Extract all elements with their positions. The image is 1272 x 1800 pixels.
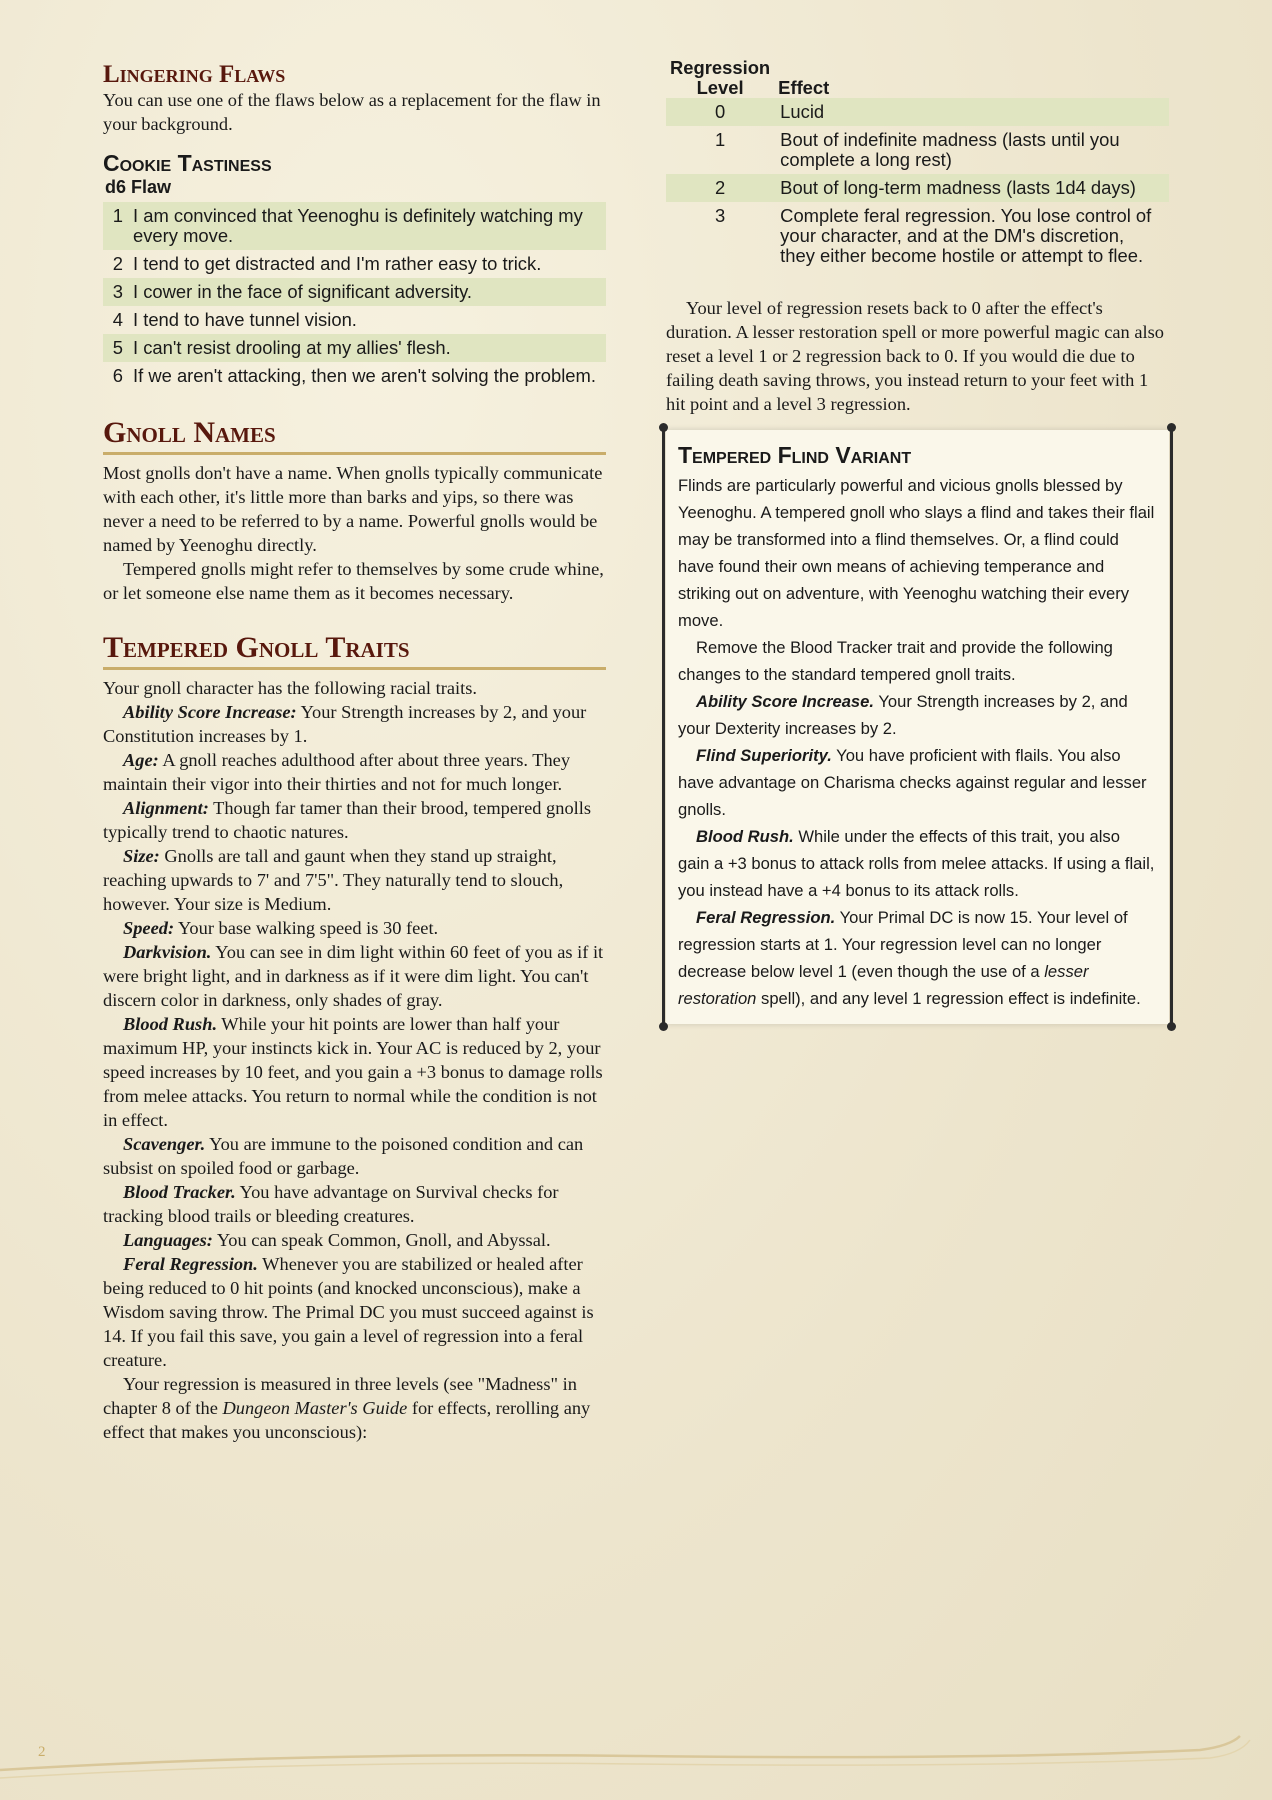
- note-trait-name: Ability Score Increase.: [696, 692, 875, 711]
- trait-ability-score: [103, 700, 606, 748]
- regression-effect: Complete feral regression. You lose control of your character, and at the DM's discretion, they either become hostile or attempt to flee.: [780, 205, 1152, 266]
- trait-name: Darkvision.: [123, 942, 212, 962]
- trait-name: Speed:: [123, 918, 175, 938]
- flaw-text: I tend to get distracted and I'm rather easy to trick.: [133, 253, 542, 274]
- trait-text: You are immune to the poisoned condition and can subsist on spoiled food or garbage.: [103, 1134, 584, 1178]
- note-p1: Flinds are particularly powerful and vicious gnolls blessed by Yeenoghu. A tempered gnoll who slays a flind and takes their flail may be transformed into a flind themselves. Or, a flind could have found their own means of achieving temperance and striking out on adventure, with Yeenoghu watching their every move.: [678, 476, 1155, 630]
- table-header-row: [666, 58, 1169, 98]
- table-row: [103, 202, 606, 250]
- note-trait-ability: [678, 688, 1155, 742]
- regression-table: [666, 58, 1169, 270]
- note-trait-feral-regression: [678, 904, 1155, 1012]
- trait-name: Size:: [123, 846, 160, 866]
- trait-name: Blood Tracker.: [123, 1182, 236, 1202]
- regression-intro: [103, 1372, 606, 1444]
- regression-effect: Bout of indefinite madness (lasts until you complete a long rest): [780, 129, 1120, 170]
- trait-blood-tracker: [103, 1180, 606, 1228]
- flaw-text: I cower in the face of significant adversity.: [127, 278, 606, 306]
- trait-text: You can see in dim light within 60 feet of you as if it were bright light, and in darkness as if it were dim light. You can't discern color in darkness, only shades of gray.: [103, 942, 604, 1010]
- trait-name: Feral Regression.: [123, 1254, 258, 1274]
- right-column: [666, 58, 1169, 1024]
- note-trait-text: Your Primal DC is now 15. Your level of regression starts at 1. Your regression level can no longer decrease below level 1 (even though the use of a: [678, 908, 1128, 981]
- trait-speed: [103, 916, 606, 940]
- trait-languages: [103, 1228, 606, 1252]
- table-row: [666, 126, 1169, 174]
- page-number: 2: [38, 1744, 46, 1760]
- note-trait-italic: lesser restoration: [678, 962, 1089, 1008]
- lingering-flaws-heading: Lingering Flaws: [103, 61, 286, 88]
- trait-text: Your base walking speed is 30 feet.: [174, 918, 439, 938]
- flaw-number: 3: [103, 278, 127, 306]
- trait-text: Your Strength increases by 2, and your Constitution increases by 1.: [103, 702, 587, 746]
- left-column: [103, 62, 606, 1444]
- trait-text: Whenever you are stabilized or healed after being reduced to 0 hit points (and knocked unconscious), make a Wisdom saving throw. The Primal DC you must succeed against is 14. If you fail this save, you gain a level of regression into a feral creature.: [103, 1254, 594, 1370]
- flaw-number: 4: [112, 309, 123, 330]
- table-row: [103, 334, 606, 362]
- regression-intro-book: Dungeon Master's Guide: [222, 1398, 408, 1418]
- trait-name: Blood Rush.: [123, 1014, 218, 1034]
- regression-effect: Bout of long-term madness (lasts 1d4 days): [774, 174, 1169, 202]
- traits-intro: Your gnoll character has the following racial traits.: [103, 678, 478, 698]
- trait-text: You can speak Common, Gnoll, and Abyssal.: [212, 1230, 551, 1250]
- flaw-number: 6: [112, 365, 123, 386]
- header-effect: Effect: [778, 77, 830, 98]
- regression-reset-text: Your level of regression resets back to 0 after the effect's duration. A lesser restoration spell or more powerful magic can also reset a level 1 or 2 regression back to 0. If you would die due to failing death saving throws, you instead return to your feet with 1 hit point and a level 3 regression.: [666, 298, 1164, 414]
- regression-intro-post: for effects, rerolling any effect that makes you unconscious):: [103, 1398, 591, 1442]
- trait-text: While your hit points are lower than half your maximum HP, your instincts kick in. Your AC is reduced by 2, your speed increases by 10 feet, and you gain a +3 bonus to damage rolls from melee attacks. You return to normal while the condition is not in effect.: [103, 1014, 603, 1130]
- note-corner-dot: [1167, 423, 1176, 432]
- trait-blood-rush: [103, 1012, 606, 1132]
- trait-text: Though far tamer than their brood, tempered gnolls typically trend to chaotic natures.: [103, 798, 592, 842]
- flaw-text: I can't resist drooling at my allies' flesh.: [127, 334, 606, 362]
- cookie-tastiness-heading: Cookie Tastiness: [103, 150, 272, 176]
- regression-level: 2: [666, 174, 774, 202]
- note-trait-name: Blood Rush.: [696, 827, 794, 846]
- note-trait-text: Your Strength increases by 2, and your Dexterity increases by 2.: [678, 692, 1128, 738]
- table-row: [103, 306, 606, 334]
- table-row: [666, 202, 1169, 270]
- gnoll-names-p2: Tempered gnolls might refer to themselves by some crude whine, or let someone else name them as it becomes necessary.: [103, 559, 604, 603]
- trait-name: Age:: [123, 750, 159, 770]
- header-regression-line2: Level: [696, 77, 744, 98]
- header-regression-level: [666, 58, 774, 98]
- table-row: [666, 174, 1169, 202]
- note-corner-dot: [1167, 1022, 1176, 1031]
- flaw-number: 1: [103, 202, 127, 250]
- trait-alignment: [103, 796, 606, 844]
- table-row: [103, 250, 606, 278]
- trait-name: Scavenger.: [123, 1134, 206, 1154]
- note-trait-flind-superiority: [678, 742, 1155, 823]
- regression-level: 3: [714, 205, 726, 226]
- trait-name: Alignment:: [123, 798, 209, 818]
- gnoll-names-p1: Most gnolls don't have a name. When gnolls typically communicate with each other, it's little more than barks and yips, so there was never a need to be referred to by a name. Powerful gnolls would be named by Yeenoghu directly.: [103, 463, 603, 555]
- trait-text: Gnolls are tall and gaunt when they stand up straight, reaching upwards to 7' and 7'5". They naturally tend to slouch, however. Your size is Medium.: [103, 846, 564, 914]
- flaw-text: I am convinced that Yeenoghu is definitely watching my every move.: [127, 202, 606, 250]
- table-row: [103, 278, 606, 306]
- note-trait-text: You have proficient with flails. You also have advantage on Charisma checks against regular and lesser gnolls.: [678, 746, 1147, 819]
- flaw-number: 2: [112, 253, 123, 274]
- note-corner-dot: [659, 423, 668, 432]
- trait-scavenger: [103, 1132, 606, 1180]
- flaw-table-header: d6 Flaw: [105, 177, 172, 197]
- trait-name: Languages:: [123, 1230, 213, 1250]
- flaw-table: [103, 202, 606, 390]
- gnoll-names-heading: Gnoll Names: [103, 416, 606, 455]
- note-trait-name: Feral Regression.: [696, 908, 836, 927]
- flaw-text: I tend to have tunnel vision.: [133, 309, 357, 330]
- flind-variant-note: [666, 430, 1169, 1024]
- trait-darkvision: [103, 940, 606, 1012]
- note-corner-dot: [659, 1022, 668, 1031]
- note-title: Tempered Flind Variant: [678, 442, 912, 468]
- flaw-text: If we aren't attacking, then we aren't solving the problem.: [133, 365, 596, 386]
- trait-name: Ability Score Increase:: [123, 702, 297, 722]
- trait-age: [103, 748, 606, 796]
- table-row: [103, 362, 606, 390]
- tempered-gnoll-traits-heading: Tempered Gnoll Traits: [103, 631, 606, 670]
- trait-size: [103, 844, 606, 916]
- lingering-flaws-text: You can use one of the flaws below as a replacement for the flaw in your background.: [103, 90, 601, 134]
- footer-ornament: [0, 1730, 1272, 1800]
- flaw-number: 5: [103, 334, 127, 362]
- header-regression-line1: Regression: [670, 57, 771, 78]
- note-p2: Remove the Blood Tracker trait and provide the following changes to the standard tempered gnoll traits.: [678, 638, 1113, 684]
- note-trait-blood-rush: [678, 823, 1155, 904]
- regression-effect: Lucid: [774, 98, 1169, 126]
- trait-text: A gnoll reaches adulthood after about three years. They maintain their vigor into their thirties and not for much longer.: [103, 750, 571, 794]
- note-trait-text: spell), and any level 1 regression effect is indefinite.: [756, 989, 1141, 1008]
- note-trait-text: While under the effects of this trait, you also gain a +3 bonus to attack rolls from melee attacks. If using a flail, you instead have a +4 bonus to its attack rolls.: [678, 827, 1155, 900]
- regression-level: 1: [714, 129, 726, 150]
- regression-level: 0: [666, 98, 774, 126]
- table-row: [666, 98, 1169, 126]
- note-trait-name: Flind Superiority.: [696, 746, 832, 765]
- trait-feral-regression: [103, 1252, 606, 1372]
- regression-intro-pre: Your regression is measured in three levels (see "Madness" in chapter 8 of the: [103, 1374, 577, 1418]
- trait-text: You have advantage on Survival checks for tracking blood trails or bleeding creatures.: [103, 1182, 559, 1226]
